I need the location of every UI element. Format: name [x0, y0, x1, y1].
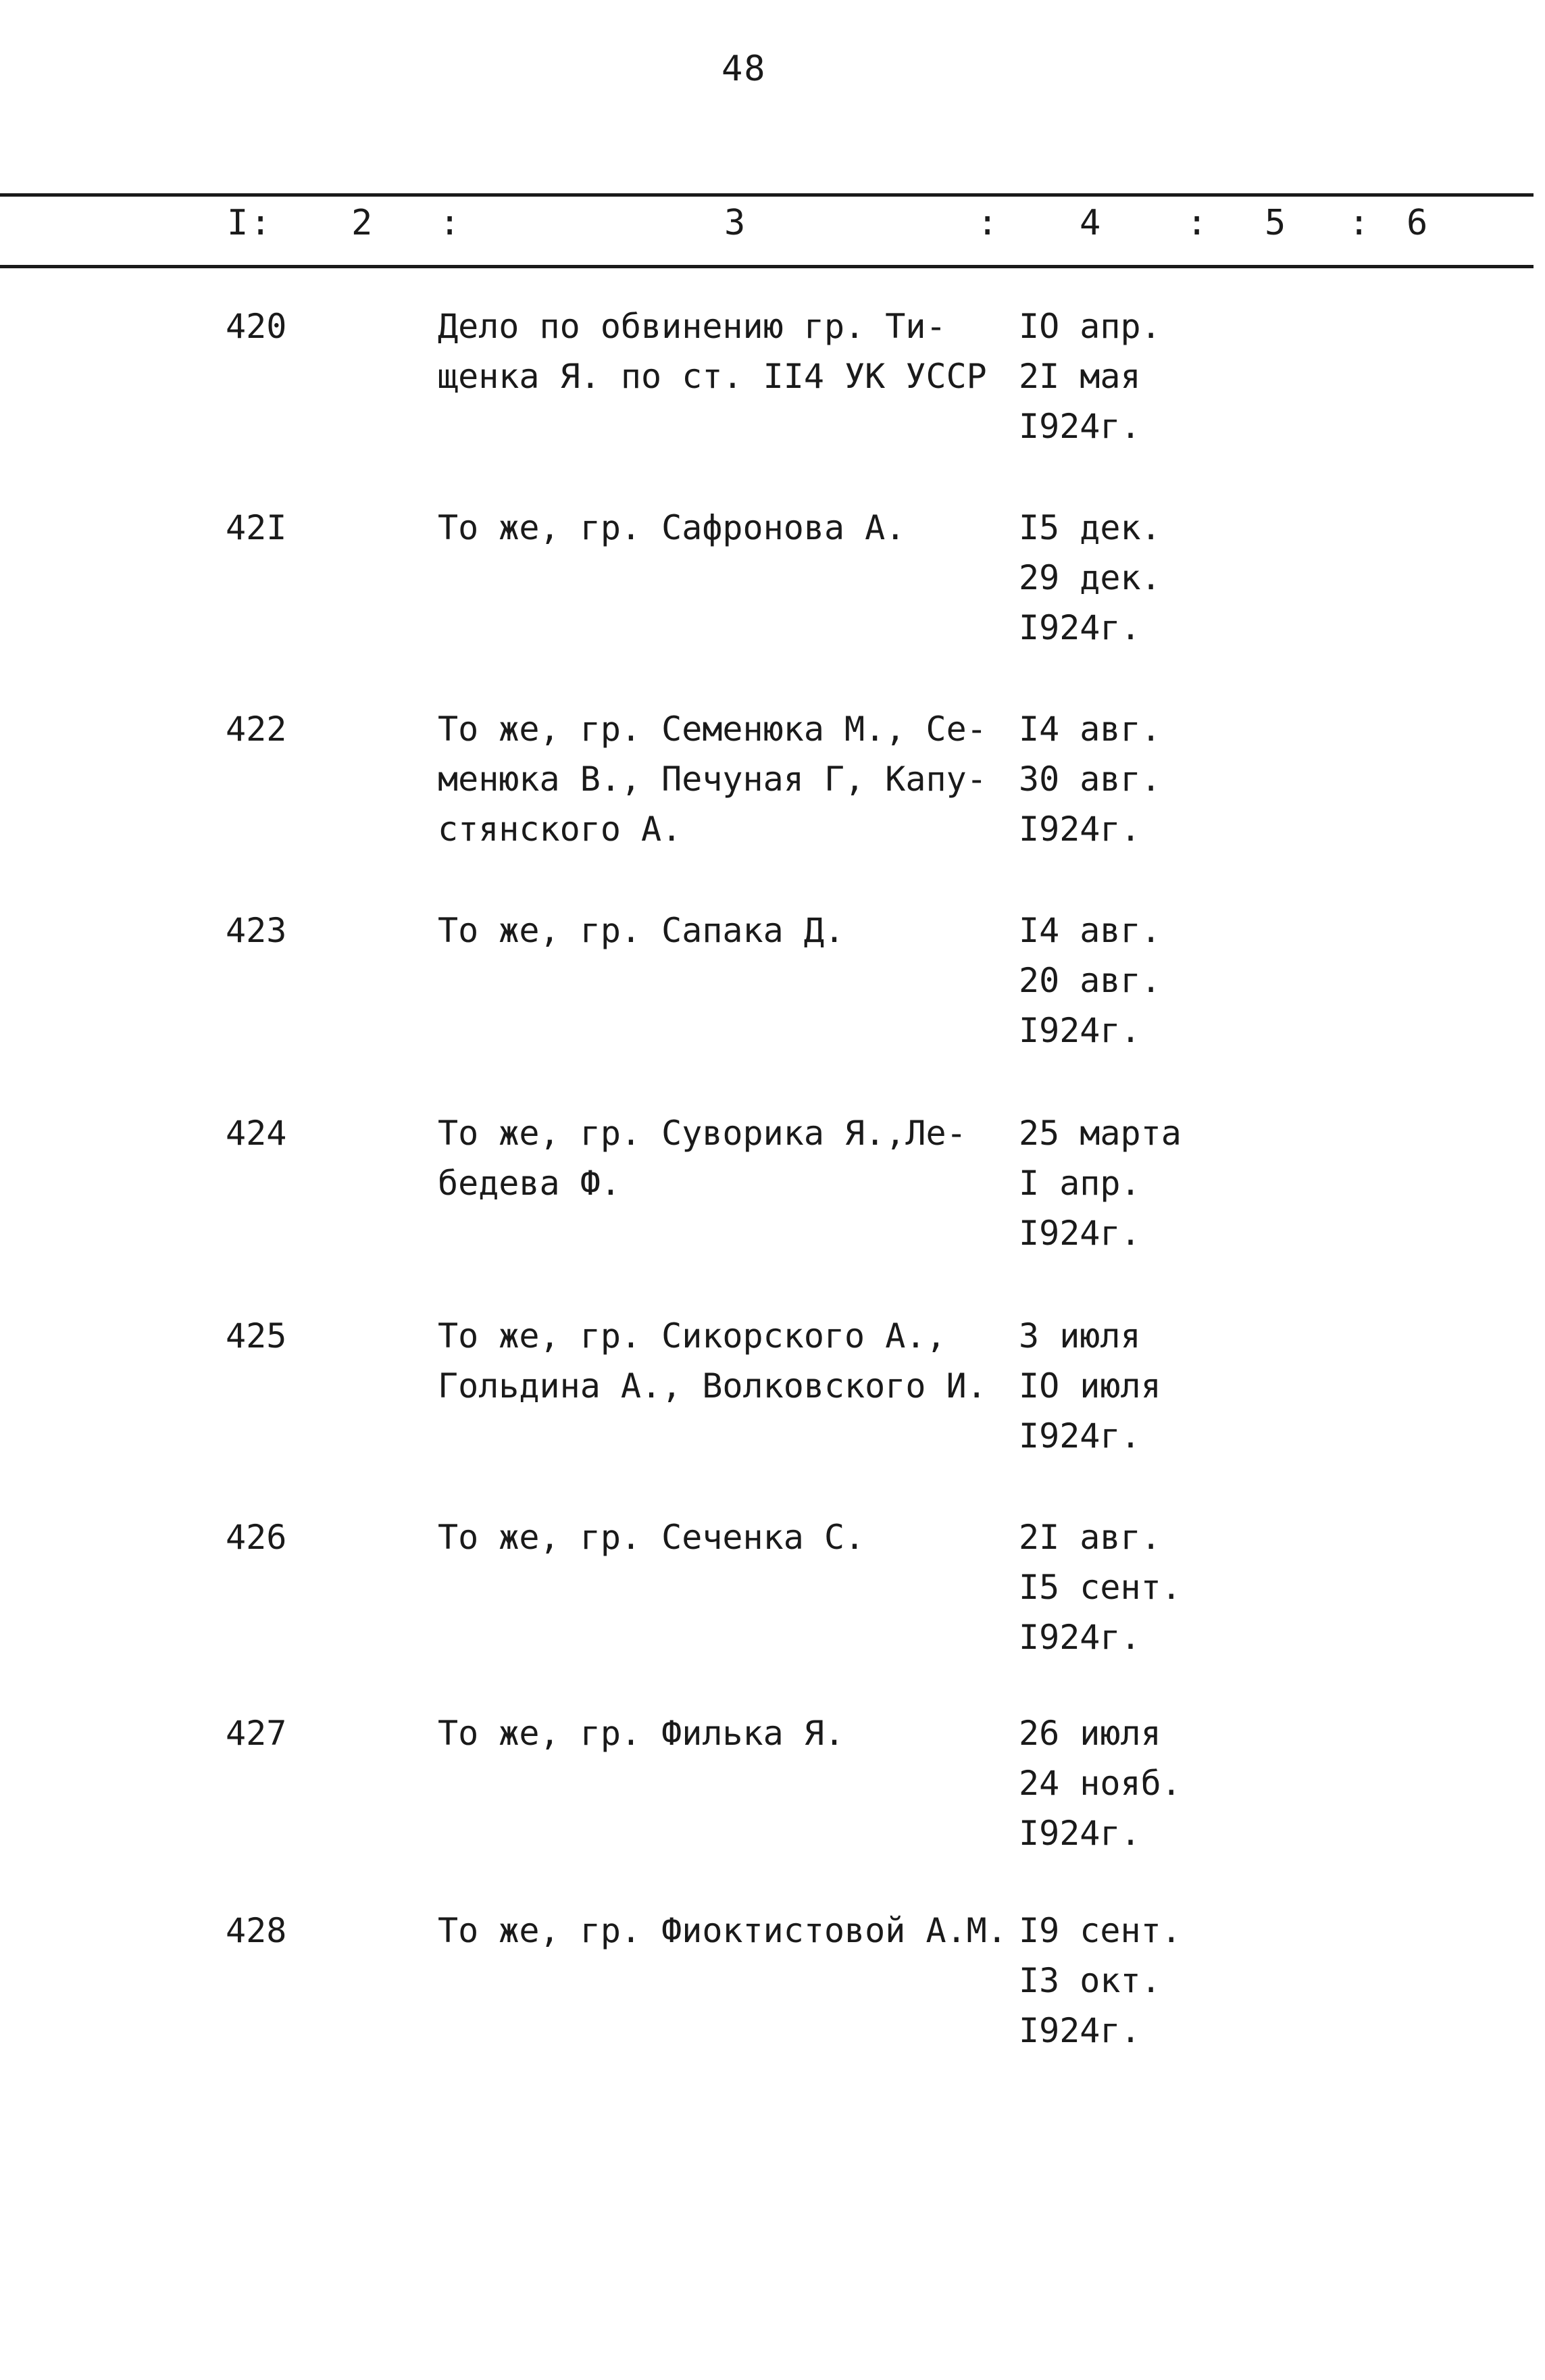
- entry-dates: [1019, 704, 1302, 854]
- entry-number: 424: [226, 1114, 287, 1153]
- entry-description-line: менюка В., Печуная Г, Капу-: [438, 760, 987, 799]
- entry-date-line: IO апр.: [1019, 307, 1161, 346]
- entry-date-line: I924г.: [1019, 1011, 1141, 1050]
- col-header-1: I: [227, 203, 249, 243]
- entry-date-line: I5 дек.: [1019, 508, 1161, 547]
- col-separator: :: [1186, 203, 1208, 243]
- entry-description-line: То же, гр. Сикорского А.,: [438, 1316, 946, 1356]
- col-separator: :: [977, 203, 998, 243]
- col-header-5: 5: [1265, 203, 1286, 243]
- entry-date-line: I4 авг.: [1019, 710, 1161, 749]
- entry-date-line: IO июля: [1019, 1366, 1161, 1406]
- entry-description: [438, 906, 1019, 956]
- col-header-4: 4: [1080, 203, 1101, 243]
- header-rule-bottom: [0, 265, 1534, 268]
- entry-number: 422: [226, 710, 287, 749]
- col-separator: :: [1348, 203, 1370, 243]
- entry-dates: [1019, 1108, 1302, 1258]
- entry-date-line: I924г.: [1019, 608, 1141, 647]
- entry-date-line: 24 нояб.: [1019, 1764, 1182, 1803]
- entry-description: [438, 301, 1019, 401]
- entry-description-line: То же, гр. Суворика Я.,Ле-: [438, 1114, 967, 1153]
- entry-description: [438, 1708, 1019, 1758]
- entry-description-line: То же, гр. Семенюка М., Се-: [438, 710, 987, 749]
- entry-number: 425: [226, 1316, 287, 1356]
- header-rule-top: [0, 193, 1534, 197]
- entry-date-line: I9 сент.: [1019, 1911, 1182, 1950]
- entry-description: [438, 503, 1019, 553]
- entry-date-line: 29 дек.: [1019, 558, 1161, 597]
- entry-number: 426: [226, 1518, 287, 1557]
- entry-description-line: То же, гр. Сафронова А.: [438, 508, 906, 547]
- entry-description: [438, 1512, 1019, 1562]
- entry-dates: [1019, 1708, 1302, 1858]
- entry-description-line: бедева Ф.: [438, 1164, 621, 1203]
- entry-description-line: щенка Я. по ст. II4 УК УССР: [438, 357, 987, 396]
- entry-description-line: То же, гр. Сеченка С.: [438, 1518, 865, 1557]
- entry-number: 428: [226, 1911, 287, 1950]
- entry-date-line: I5 сент.: [1019, 1568, 1182, 1607]
- entry-date-line: 25 марта: [1019, 1114, 1182, 1153]
- entry-description: [438, 1311, 1019, 1411]
- entry-date-line: I924г.: [1019, 810, 1141, 849]
- entry-description-line: То же, гр. Филька Я.: [438, 1714, 845, 1753]
- entry-number: 423: [226, 911, 287, 950]
- entry-number: 420: [226, 307, 287, 346]
- entry-date-line: 30 авг.: [1019, 760, 1161, 799]
- entry-date-line: I924г.: [1019, 1416, 1141, 1456]
- entry-date-line: 2I авг.: [1019, 1518, 1161, 1557]
- entry-description-line: Гольдина А., Волковского И.: [438, 1366, 987, 1406]
- entry-dates: [1019, 1906, 1302, 2056]
- entry-date-line: 3 июля: [1019, 1316, 1141, 1356]
- entry-dates: [1019, 301, 1302, 451]
- entry-dates: [1019, 906, 1302, 1056]
- entry-date-line: I924г.: [1019, 2011, 1141, 2050]
- entry-description: [438, 1906, 1019, 1956]
- entry-date-line: I924г.: [1019, 1618, 1141, 1657]
- entry-date-line: I4 авг.: [1019, 911, 1161, 950]
- col-header-6: 6: [1407, 203, 1428, 243]
- entry-description-line: То же, гр. Фиоктистовой А.М.: [438, 1911, 1007, 1950]
- page-number: 48: [721, 49, 767, 89]
- entry-date-line: I924г.: [1019, 1814, 1141, 1853]
- col-header-2: 2: [351, 203, 373, 243]
- entry-date-line: I924г.: [1019, 407, 1141, 446]
- entry-date-line: 2I мая: [1019, 357, 1141, 396]
- entry-description: [438, 704, 1019, 854]
- entry-description-line: стянского А.: [438, 810, 682, 849]
- entry-date-line: 20 авг.: [1019, 961, 1161, 1000]
- entry-description-line: Дело по обвинению гр. Ти-: [438, 307, 946, 346]
- entry-dates: [1019, 1311, 1302, 1461]
- entry-dates: [1019, 1512, 1302, 1662]
- entry-description-line: То же, гр. Сапака Д.: [438, 911, 845, 950]
- entry-date-line: I924г.: [1019, 1214, 1141, 1253]
- entry-description: [438, 1108, 1019, 1208]
- entry-date-line: 26 июля: [1019, 1714, 1161, 1753]
- col-header-3: 3: [724, 203, 746, 243]
- col-separator: :: [439, 203, 461, 243]
- entry-number: 427: [226, 1714, 287, 1753]
- entry-number: 42I: [226, 508, 287, 547]
- entry-dates: [1019, 503, 1302, 653]
- entry-date-line: I апр.: [1019, 1164, 1141, 1203]
- entry-date-line: I3 окт.: [1019, 1961, 1161, 2000]
- col-separator: :: [250, 203, 272, 243]
